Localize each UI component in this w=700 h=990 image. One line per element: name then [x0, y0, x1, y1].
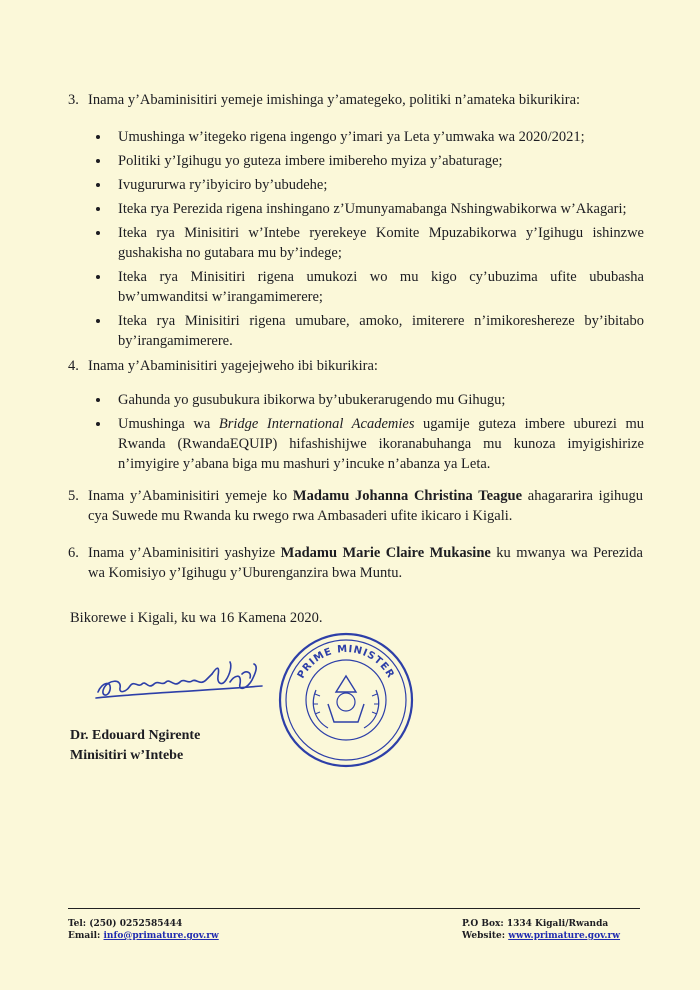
list-item: Ivugururwa ry’ibyiciro by’ubudehe; [94, 175, 644, 195]
item-text: Inama y’Abaminisitiri yagejejweho ibi bikurikira: [88, 358, 378, 374]
item-text: Inama y’Abaminisitiri yemeje ko Madamu Johanna Christina Teague ahagararira igihugu cya Suwede mu Rwanda ku rwego rwa Ambasaderi ufite ikicaro i Kigali. [88, 488, 643, 524]
list-item: Gahunda yo gusubukura ibikorwa by’ubukerarugendo mu Gihugu; [94, 390, 644, 410]
official-seal [276, 630, 416, 770]
signer-name: Dr. Edouard Ngirente [70, 728, 201, 743]
footer-contact [68, 918, 219, 942]
list-item: Iteka rya Minisitiri rigena umubare, amoko, imiterere n’imikoreshereze by’ibitabo by’irangamimerere. [94, 311, 644, 351]
item-number: 4. [68, 358, 79, 374]
list-item: Umushinga wa Bridge International Academies ugamije guteza imbere uburezi mu Rwanda (RwandaEQUIP) hifashishijwe ikoranabuhanga mu kunoza imyigishirize n’imyigire y’abana biga mu mashuri y’incuke n’abanza ya Leta. [94, 414, 644, 474]
footer-divider [68, 908, 640, 909]
signature [92, 654, 272, 714]
list-item: Umushinga w’itegeko rigena ingengo y’imari ya Leta y’umwaka wa 2020/2021; [94, 127, 644, 147]
email-link[interactable]: info@primature.gov.rw [103, 931, 219, 941]
list-item: Iteka rya Minisitiri rigena umukozi wo mu kigo cy’ubuzima ufite ububasha bw’umwanditsi w’irangamimerere; [94, 267, 644, 307]
item-3-bullet-list [94, 127, 644, 355]
footer-website-line: Website: www.primature.gov.rw [462, 931, 621, 941]
item-text: Inama y’Abaminisitiri yemeje imishinga y’amategeko, politiki n’amateka bikurikira: [88, 92, 581, 108]
organization-name: Bridge International Academies [218, 416, 415, 432]
date-line: Bikorewe i Kigali, ku wa 16 Kamena 2020. [70, 610, 323, 626]
footer-email-line: Email: info@primature.gov.rw [68, 931, 219, 941]
item-number: 3. [68, 92, 79, 108]
footer-po-box: P.O Box: 1334 Kigali/Rwanda [462, 919, 609, 929]
appointee-name: Madamu Johanna Christina Teague [292, 488, 523, 504]
list-item: Iteka rya Perezida rigena inshingano z’Umunyamabanga Nshingwabikorwa w’Akagari; [94, 199, 644, 219]
item-number: 6. [68, 545, 79, 561]
footer-address [462, 918, 620, 942]
footer-tel: Tel: (250) 0252585444 [68, 919, 183, 929]
item-text: Inama y’Abaminisitiri yashyize Madamu Marie Claire Mukasine ku mwanya wa Perezida wa Komisiyo y’Igihugu y’Uburenganzira bwa Muntu. [88, 545, 643, 581]
signer-block [70, 726, 200, 766]
list-item: Iteka rya Minisitiri w’Intebe ryerekeye Komite Mpuzabikorwa y’Igihugu ishinzwe gushakisha no gutabara mu by’indege; [94, 223, 644, 263]
item-4-bullet-list [94, 390, 644, 478]
website-link[interactable]: www.primature.gov.rw [508, 931, 621, 941]
signer-title: Minisitiri w’Intebe [70, 748, 184, 763]
item-number: 5. [68, 488, 79, 504]
appointee-name: Madamu Marie Claire Mukasine [280, 545, 491, 561]
seal-text: PRIME MINISTER [295, 643, 397, 681]
list-item: Politiki y’Igihugu yo guteza imbere imibereho myiza y’abaturage; [94, 151, 644, 171]
